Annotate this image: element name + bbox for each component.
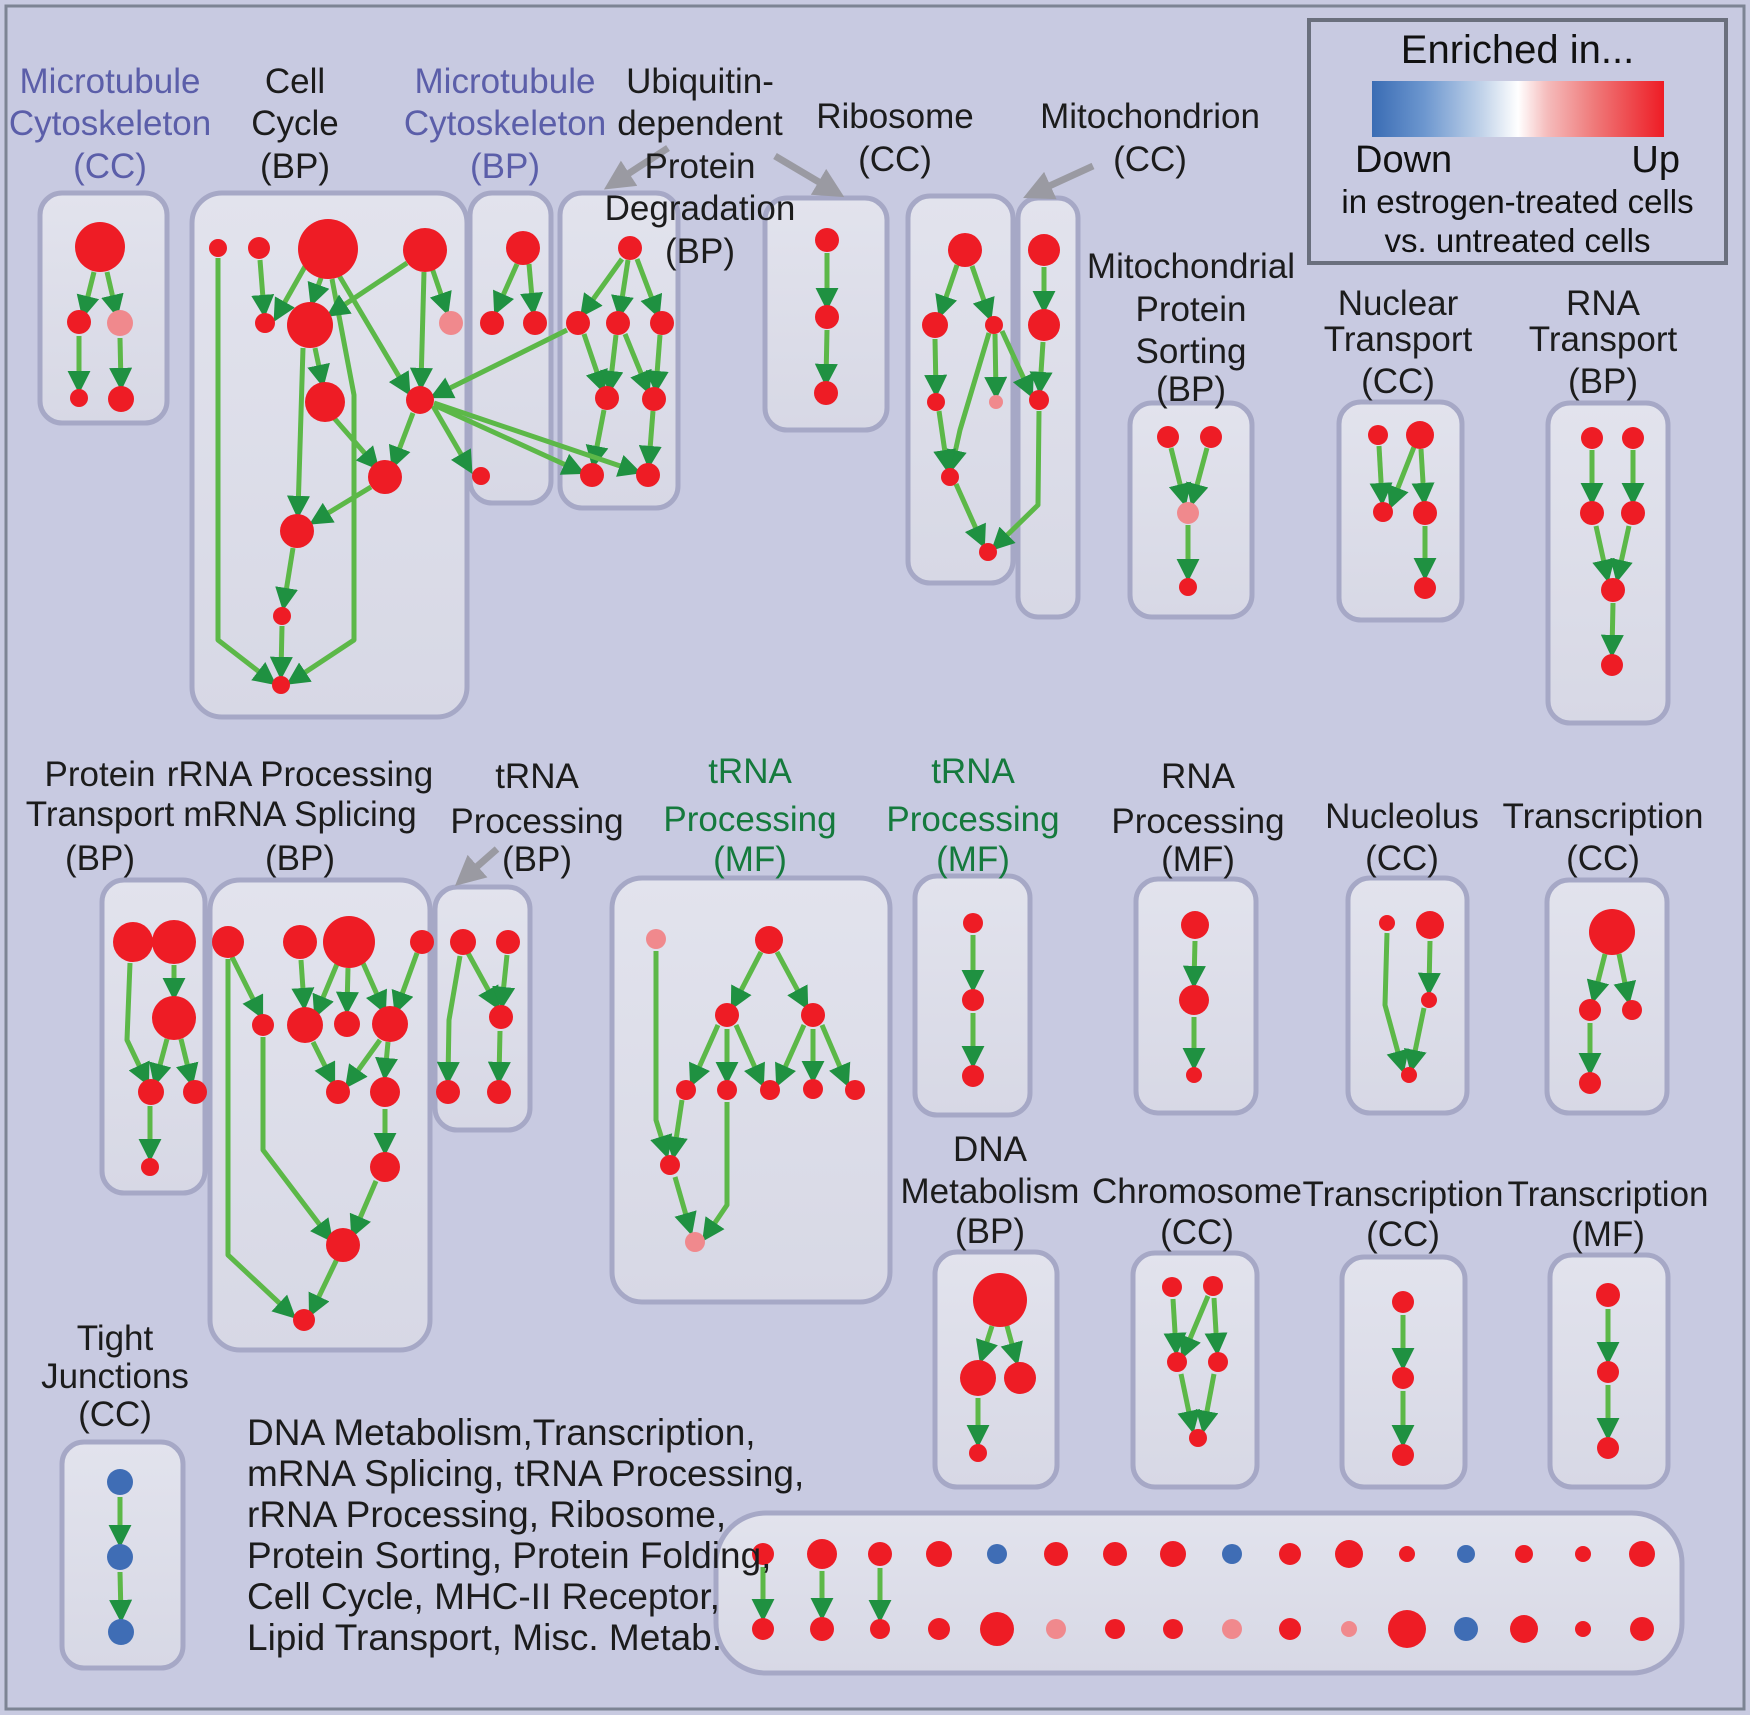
go-term-node-red <box>1388 1610 1426 1648</box>
go-term-node-red <box>928 1618 950 1640</box>
go-term-node-red <box>1279 1618 1301 1640</box>
go-term-node-red <box>1392 1367 1414 1389</box>
go-term-node-red <box>1028 309 1060 341</box>
cluster-label-mitochondrion-cc: Mitochondrion (CC) <box>1040 97 1260 179</box>
enrichment-edge-arrow <box>421 272 424 384</box>
go-term-node-red <box>323 916 375 968</box>
go-term-node-red <box>815 305 839 329</box>
enrichment-edge-arrow <box>1173 1299 1176 1349</box>
go-term-node-red <box>1181 911 1209 939</box>
go-term-node-red <box>979 543 997 561</box>
go-term-node-red <box>410 930 434 954</box>
footer-category-line: rRNA Processing, Ribosome, <box>247 1494 727 1535</box>
enrichment-edge-arrow <box>281 626 282 673</box>
legend-down-label: Down <box>1355 139 1453 181</box>
go-term-node-red <box>1401 1067 1417 1083</box>
go-term-node-blue <box>108 1619 134 1645</box>
go-term-node-red <box>1044 1542 1068 1566</box>
go-term-node-red <box>1208 1352 1228 1372</box>
go-term-node-red <box>287 1007 323 1043</box>
go-term-node-red <box>1579 999 1601 1021</box>
go-term-node-red <box>326 1080 350 1104</box>
go-term-node-red <box>138 1079 164 1105</box>
go-term-node-red <box>334 1011 360 1037</box>
go-term-node-red <box>1200 426 1222 448</box>
go-term-node-red <box>1379 915 1395 931</box>
go-term-node-red <box>1622 427 1644 449</box>
go-term-node-red <box>370 1077 400 1107</box>
go-term-node-red <box>845 1080 865 1100</box>
go-term-node-red <box>1004 1362 1036 1394</box>
go-term-node-red <box>152 996 196 1040</box>
enrichment-edge-arrow <box>499 1031 500 1078</box>
cluster-label-chromosome-cc: Chromosome (CC) <box>1091 1172 1303 1252</box>
enrichment-edge-arrow <box>1040 342 1043 388</box>
go-term-node-red <box>717 1080 737 1100</box>
go-term-node-red <box>1416 911 1444 939</box>
go-term-node-pink <box>1046 1619 1066 1639</box>
go-term-node-red <box>487 1080 511 1104</box>
go-term-node-red <box>1392 1444 1414 1466</box>
go-term-node-red <box>1629 1541 1655 1567</box>
footer-category-line: mRNA Splicing, tRNA Processing, <box>247 1453 805 1494</box>
legend-box <box>1307 18 1728 265</box>
go-term-node-red <box>1335 1540 1363 1568</box>
go-term-node-red <box>1157 426 1179 448</box>
go-term-node-red <box>255 313 275 333</box>
cluster-box-rrna-processing-mrna-splicing-bp <box>210 880 430 1350</box>
go-term-node-blue <box>987 1544 1007 1564</box>
cluster-label-cell-cycle-bp: Cell Cycle (BP) <box>251 62 339 186</box>
go-term-node-pink <box>439 311 463 335</box>
go-term-node-red <box>403 228 447 272</box>
annotation-pointer-arrow <box>775 156 834 191</box>
go-term-node-red <box>807 1539 837 1569</box>
go-term-node-red <box>1167 1352 1187 1372</box>
cluster-label-transcription-mf: Transcription (MF) <box>1507 1175 1709 1254</box>
go-term-node-red <box>1163 1619 1183 1639</box>
legend-subtitle-line1: in estrogen-treated cells <box>1341 183 1694 220</box>
go-term-node-red <box>595 386 619 410</box>
cluster-label-rna-transport-bp: RNA Transport (BP) <box>1528 284 1678 401</box>
go-term-node-red <box>113 922 153 962</box>
go-term-node-red <box>636 463 660 487</box>
go-term-node-red <box>642 387 666 411</box>
go-term-node-pink <box>107 310 133 336</box>
go-term-node-red <box>248 237 270 259</box>
cluster-label-microtubule-cytoskeleton-bp: Microtubule Cytoskeleton (BP) <box>403 62 607 186</box>
go-term-node-red <box>1279 1543 1301 1565</box>
go-term-node-red <box>948 233 982 267</box>
go-term-node-red <box>1597 1361 1619 1383</box>
cluster-label-microtubule-cytoskeleton-cc: Microtubule Cytoskeleton (CC) <box>8 62 212 186</box>
enrichment-edge-arrow <box>301 960 304 1004</box>
go-term-node-red <box>1413 501 1437 525</box>
go-term-node-pink <box>1341 1621 1357 1637</box>
go-term-node-blue <box>1457 1545 1475 1563</box>
go-term-node-pink <box>685 1232 705 1252</box>
legend-gradient-bar <box>1372 81 1664 137</box>
enrichment-edge-arrow <box>1429 941 1430 989</box>
go-term-node-red <box>183 1080 207 1104</box>
go-term-node-red <box>141 1158 159 1176</box>
go-term-node-red <box>212 926 244 958</box>
go-term-node-red <box>1203 1276 1223 1296</box>
footer-category-line: Lipid Transport, Misc. Metab. <box>247 1617 723 1658</box>
cluster-box-misc-bottom <box>716 1513 1682 1673</box>
go-term-node-red <box>960 1360 996 1396</box>
enrichment-edge-arrow <box>1421 449 1424 499</box>
go-term-node-red <box>489 1005 513 1029</box>
go-term-node-red <box>523 311 547 335</box>
go-term-node-red <box>280 514 314 548</box>
cluster-label-mitochondrial-protein-sorting-bp: Mitochondrial Protein Sorting (BP) <box>1086 247 1296 409</box>
go-term-node-red <box>436 1080 460 1104</box>
go-term-node-red <box>1596 1283 1620 1307</box>
cluster-box-nuclear-transport-cc <box>1339 402 1462 620</box>
legend-title: Enriched in... <box>1400 28 1635 72</box>
go-term-node-red <box>372 1006 408 1042</box>
go-term-node-red <box>1373 502 1393 522</box>
go-term-node-red <box>1421 992 1437 1008</box>
go-term-node-red <box>606 311 630 335</box>
go-term-node-red <box>1589 909 1635 955</box>
go-term-node-red <box>973 1273 1027 1327</box>
go-term-node-red <box>252 1014 274 1036</box>
enrichment-edge-arrow <box>826 330 827 380</box>
cluster-label-ubiquitin-dependent-protein-degradation-bp: Ubiquitin-dependent Protein Degradation (BP) <box>604 62 796 271</box>
go-term-node-red <box>450 929 476 955</box>
go-term-node-red <box>1575 1546 1591 1562</box>
go-term-node-red <box>926 1541 952 1567</box>
go-term-node-red <box>922 312 948 338</box>
enrichment-edge-arrow <box>385 1042 388 1074</box>
go-term-node-red <box>273 607 291 625</box>
legend-subtitle-line2: vs. untreated cells <box>1384 222 1651 259</box>
enrichment-edge-arrow <box>120 338 121 384</box>
go-term-node-red <box>298 219 358 279</box>
go-term-node-red <box>927 393 945 411</box>
go-term-node-red <box>715 1003 739 1027</box>
legend-up-label: Up <box>1631 139 1680 181</box>
go-term-node-red <box>480 311 504 335</box>
go-term-node-red <box>803 1079 823 1099</box>
enrichment-edge-arrow <box>1214 1298 1217 1349</box>
go-term-node-pink <box>1222 1619 1242 1639</box>
go-term-node-red <box>1179 985 1209 1015</box>
go-term-node-red <box>1399 1546 1415 1562</box>
go-term-node-red <box>580 463 604 487</box>
go-term-node-red <box>1515 1545 1533 1563</box>
go-term-node-red <box>108 386 134 412</box>
footer-category-line: DNA Metabolism,Transcription, <box>247 1412 756 1453</box>
go-term-node-red <box>1028 234 1060 266</box>
enrichment-edge-arrow <box>1379 446 1382 499</box>
go-term-node-red <box>370 1152 400 1182</box>
cluster-label-trna-processing-mf-large: tRNA Processing (MF) <box>663 752 837 879</box>
go-term-node-red <box>755 926 783 954</box>
go-term-node-red <box>969 1444 987 1462</box>
go-term-node-blue <box>107 1469 133 1495</box>
go-term-node-red <box>1601 578 1625 602</box>
go-term-node-red <box>962 989 984 1011</box>
go-term-node-red <box>810 1617 834 1641</box>
go-term-node-red <box>980 1612 1014 1646</box>
cluster-box-chromosome-cc <box>1133 1253 1257 1487</box>
go-term-node-red <box>1029 390 1049 410</box>
go-term-node-red <box>293 1309 315 1331</box>
cluster-label-trna-processing-mf-small: tRNA Processing (MF) <box>886 752 1060 879</box>
cluster-label-protein-transport-bp: Protein Transport (BP) <box>25 755 175 878</box>
go-term-node-red <box>496 930 520 954</box>
go-term-node-red <box>1622 1000 1642 1020</box>
go-term-node-red <box>1179 578 1197 596</box>
annotation-pointer-arrow <box>464 849 497 878</box>
cluster-label-tight-junctions-cc: Tight Junctions (CC) <box>41 1319 189 1434</box>
go-term-node-red <box>660 1155 680 1175</box>
go-term-node-red <box>760 1080 780 1100</box>
go-term-node-red <box>305 382 345 422</box>
go-term-node-red <box>1510 1615 1538 1643</box>
go-term-node-red <box>70 389 88 407</box>
go-term-node-red <box>1575 1621 1591 1637</box>
enrichment-edge-arrow <box>995 334 996 393</box>
go-term-node-red <box>283 925 317 959</box>
go-term-node-pink <box>646 929 666 949</box>
cluster-label-transcription-cc-lower: Transcription (CC) <box>1302 1175 1504 1254</box>
go-term-node-pink <box>1177 502 1199 524</box>
go-term-node-red <box>1414 577 1436 599</box>
go-term-node-red <box>1597 1437 1619 1459</box>
go-term-node-red <box>868 1542 892 1566</box>
go-term-node-red <box>676 1080 696 1100</box>
go-term-node-red <box>985 316 1003 334</box>
cluster-label-transcription-cc-upper: Transcription (CC) <box>1502 797 1704 878</box>
enrichment-edge-arrow <box>935 339 936 391</box>
go-term-node-red <box>1162 1277 1182 1297</box>
go-term-node-red <box>1105 1619 1125 1639</box>
cluster-label-rrna-processing-mrna-splicing-bp: rRNA Processing mRNA Splicing (BP) <box>166 755 434 878</box>
go-term-node-red <box>326 1228 360 1262</box>
cluster-label-nucleolus-cc: Nucleolus (CC) <box>1325 797 1479 878</box>
go-term-node-red <box>618 236 642 260</box>
go-term-node-red <box>506 231 540 265</box>
go-term-node-red <box>1581 427 1603 449</box>
go-term-node-red <box>1392 1291 1414 1313</box>
go-term-node-red <box>814 381 838 405</box>
enrichment-edge-arrow <box>1612 603 1613 651</box>
cluster-label-ribosome-cc: Ribosome (CC) <box>816 97 974 179</box>
go-term-node-red <box>1189 1429 1207 1447</box>
go-term-node-red <box>752 1618 774 1640</box>
go-term-node-red <box>287 302 333 348</box>
go-term-node-blue <box>1454 1617 1478 1641</box>
go-term-node-red <box>815 228 839 252</box>
cluster-label-nuclear-transport-cc: Nuclear Transport (CC) <box>1323 284 1473 401</box>
go-term-node-red <box>472 467 490 485</box>
footer-category-line: Protein Sorting, Protein Folding, <box>247 1535 772 1576</box>
enrichment-edge-arrow <box>1194 941 1195 982</box>
go-term-node-red <box>75 222 125 272</box>
go-term-node-red <box>1579 1072 1601 1094</box>
go-term-node-red <box>1601 654 1623 676</box>
go-term-node-red <box>368 460 402 494</box>
go-term-node-red <box>1580 501 1604 525</box>
enrichment-edge-arrow <box>120 1572 121 1616</box>
go-term-node-red <box>566 311 590 335</box>
go-term-node-red <box>941 468 959 486</box>
go-term-node-red <box>1630 1617 1654 1641</box>
go-term-node-red <box>801 1003 825 1027</box>
go-term-node-red <box>1160 1541 1186 1567</box>
go-term-node-red <box>1368 425 1388 445</box>
go-term-node-red <box>152 920 196 964</box>
go-term-node-red <box>209 239 227 257</box>
go-term-node-blue <box>107 1544 133 1570</box>
go-term-node-red <box>1186 1067 1202 1083</box>
go-term-node-red <box>272 676 290 694</box>
go-term-node-pink <box>989 395 1003 409</box>
go-term-node-blue <box>1222 1544 1242 1564</box>
go-term-node-red <box>1103 1542 1127 1566</box>
cluster-label-trna-processing-bp: tRNA Processing (BP) <box>450 757 624 879</box>
cluster-label-rna-processing-mf: RNA Processing (MF) <box>1111 757 1285 879</box>
go-term-node-red <box>1621 501 1645 525</box>
footer-category-line: Cell Cycle, MHC-II Receptor, <box>247 1576 720 1617</box>
enrichment-edge-arrow <box>347 968 348 1008</box>
go-term-node-red <box>406 386 434 414</box>
go-term-node-red <box>650 311 674 335</box>
go-term-node-red <box>67 310 91 334</box>
go-term-node-red <box>963 913 983 933</box>
annotation-pointer-arrow <box>1034 166 1093 193</box>
cluster-label-dna-metabolism-bp: DNA Metabolism (BP) <box>900 1130 1080 1251</box>
go-term-node-red <box>1406 421 1434 449</box>
go-term-node-red <box>870 1619 890 1639</box>
go-term-node-red <box>962 1065 984 1087</box>
